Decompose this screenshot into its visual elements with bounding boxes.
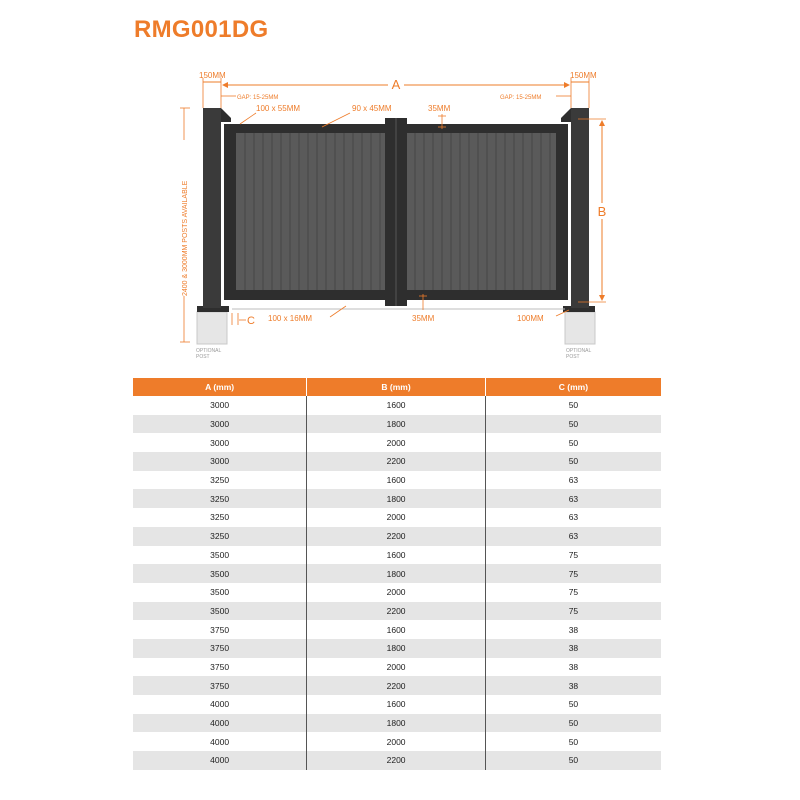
cell-c: 75 [485, 564, 661, 583]
cell-b: 2200 [307, 527, 486, 546]
label-bottom-right: 100MM [517, 314, 544, 323]
table-row [133, 527, 661, 546]
cell-c: 50 [485, 433, 661, 452]
cell-c: 38 [485, 658, 661, 677]
cell-b: 1600 [307, 471, 486, 490]
cell-a: 3000 [133, 396, 307, 415]
cell-a: 3500 [133, 546, 307, 565]
cell-c: 63 [485, 527, 661, 546]
cell-a: 3250 [133, 508, 307, 527]
label-post-width-left: 150MM [199, 71, 226, 80]
post-cap-left [221, 108, 231, 122]
cell-b: 2200 [307, 676, 486, 695]
cell-a: 4000 [133, 751, 307, 770]
post-right [571, 108, 589, 308]
label-optional-post-right-line2: POST [566, 354, 580, 360]
cell-b: 2000 [307, 433, 486, 452]
cell-b: 2000 [307, 658, 486, 677]
table-row [133, 546, 661, 565]
cell-b: 1600 [307, 620, 486, 639]
cell-b: 1800 [307, 489, 486, 508]
cell-c: 50 [485, 732, 661, 751]
cell-a: 3250 [133, 471, 307, 490]
cell-c: 38 [485, 676, 661, 695]
label-slat: 100 x 16MM [268, 314, 313, 323]
column-header-c: C (mm) [485, 378, 661, 396]
cell-c: 38 [485, 639, 661, 658]
cell-a: 3750 [133, 676, 307, 695]
cell-b: 1600 [307, 695, 486, 714]
cell-b: 1800 [307, 564, 486, 583]
cell-a: 3500 [133, 602, 307, 621]
table-row [133, 714, 661, 733]
cell-b: 2200 [307, 602, 486, 621]
cell-c: 50 [485, 415, 661, 434]
cell-a: 4000 [133, 695, 307, 714]
table-row [133, 564, 661, 583]
gate-diagram [0, 0, 800, 370]
size-table [133, 378, 661, 770]
table-row [133, 471, 661, 490]
cell-b: 1800 [307, 714, 486, 733]
cell-b: 2200 [307, 452, 486, 471]
cell-c: 75 [485, 602, 661, 621]
cell-c: 50 [485, 751, 661, 770]
table-row [133, 433, 661, 452]
cell-c: 75 [485, 583, 661, 602]
label-gap-right: GAP: 15-25MM [500, 95, 542, 101]
cell-b: 2000 [307, 732, 486, 751]
table-row [133, 602, 661, 621]
cell-b: 1600 [307, 546, 486, 565]
table-row [133, 751, 661, 770]
table-header-row [133, 378, 661, 396]
label-mid-rail: 90 x 45MM [352, 104, 392, 113]
cell-c: 63 [485, 489, 661, 508]
table-row [133, 620, 661, 639]
label-dim-b: B [597, 204, 607, 219]
cell-c: 63 [485, 471, 661, 490]
cell-a: 3750 [133, 620, 307, 639]
label-bottom-gap: 35MM [412, 314, 435, 323]
cell-c: 50 [485, 714, 661, 733]
label-gap-left: GAP: 15-25MM [237, 95, 279, 101]
label-post-width-right: 150MM [570, 71, 597, 80]
cell-b: 1800 [307, 415, 486, 434]
column-header-a: A (mm) [133, 378, 307, 396]
cell-a: 3250 [133, 527, 307, 546]
cell-a: 3000 [133, 415, 307, 434]
label-optional-post-left-line2: POST [196, 354, 210, 360]
label-posts-available: 2400 & 3000MM POSTS AVAILABLE [182, 180, 189, 296]
table-row [133, 695, 661, 714]
table-row [133, 676, 661, 695]
table-row [133, 639, 661, 658]
column-header-b: B (mm) [307, 378, 486, 396]
footing-left [197, 312, 227, 344]
label-dim-c: C [247, 315, 255, 327]
cell-a: 3500 [133, 564, 307, 583]
label-dim-a: A [391, 77, 401, 92]
cell-a: 3000 [133, 452, 307, 471]
cell-a: 3750 [133, 639, 307, 658]
post-left [203, 108, 221, 308]
cell-c: 50 [485, 695, 661, 714]
table-row [133, 452, 661, 471]
table-row [133, 658, 661, 677]
cell-b: 2200 [307, 751, 486, 770]
cell-a: 3500 [133, 583, 307, 602]
table-row [133, 396, 661, 415]
cell-c: 63 [485, 508, 661, 527]
cell-c: 50 [485, 452, 661, 471]
table-row [133, 489, 661, 508]
page-title: RMG001DG [134, 16, 269, 43]
label-optional-post-left-line1: OPTIONAL [196, 348, 222, 354]
cell-b: 2000 [307, 508, 486, 527]
cell-a: 3000 [133, 433, 307, 452]
cell-a: 3750 [133, 658, 307, 677]
cell-b: 1800 [307, 639, 486, 658]
cell-a: 3250 [133, 489, 307, 508]
table-row [133, 415, 661, 434]
label-top-rail: 100 x 55MM [256, 104, 301, 113]
label-top-gap: 35MM [428, 104, 451, 113]
cell-a: 4000 [133, 714, 307, 733]
cell-c: 75 [485, 546, 661, 565]
cell-c: 50 [485, 396, 661, 415]
cell-b: 2000 [307, 583, 486, 602]
footing-right [565, 312, 595, 344]
cell-a: 4000 [133, 732, 307, 751]
label-optional-post-right-line1: OPTIONAL [566, 348, 592, 354]
table-row [133, 732, 661, 751]
cell-b: 1600 [307, 396, 486, 415]
post-cap-right [561, 108, 571, 122]
table-row [133, 583, 661, 602]
cell-c: 38 [485, 620, 661, 639]
table-row [133, 508, 661, 527]
table-body [133, 396, 661, 770]
